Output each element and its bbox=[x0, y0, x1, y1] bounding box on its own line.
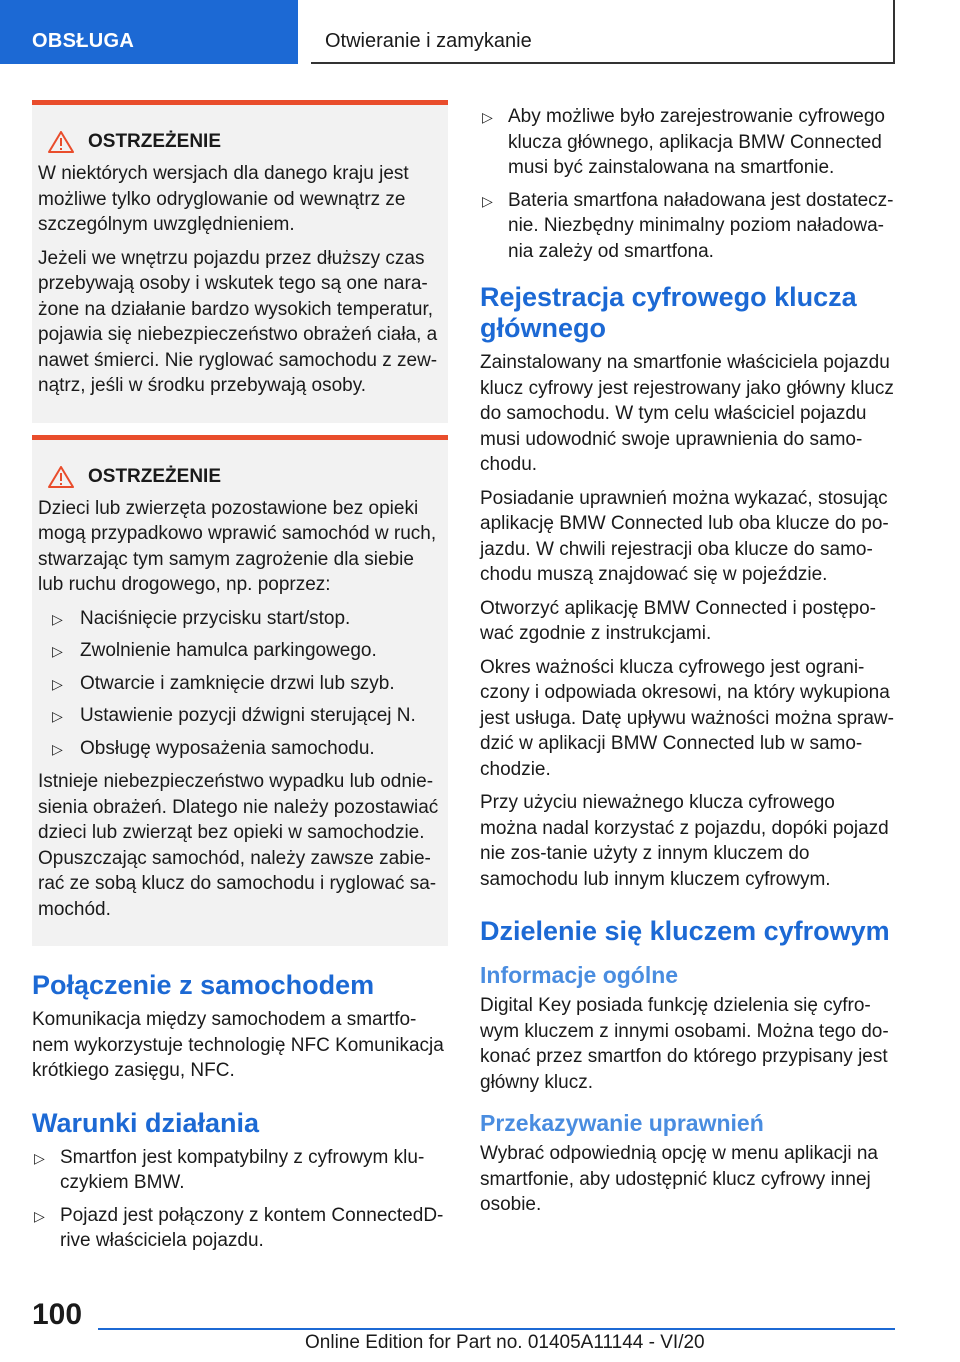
list-item: ▷ Pojazd jest połączony z kontem ConnectedD-rive właściciela pojazdu. bbox=[34, 1204, 444, 1251]
left-column bbox=[32, 100, 448, 1262]
warning-title: OSTRZEŻENIE bbox=[88, 465, 222, 487]
warning-title: OSTRZEŻENIE bbox=[88, 131, 222, 152]
list-item: ▷ Smartfon jest kompatybilny z cyfrowym klu-czykiem BMW. bbox=[34, 1146, 425, 1193]
registration-paragraph: Przy użyciu nieważnego klucza cyfrowego można nadal korzystać z pojazdu, dopóki pojazd nie zos-tanie użyty z innym kluczem do samochodu lub innym kluczem cyfrowym. bbox=[480, 792, 889, 890]
bullet-triangle-icon: ▷ bbox=[52, 740, 63, 757]
footer-divider bbox=[98, 1328, 895, 1330]
transfer-text: Wybrać odpowiednią opcję w menu aplikacji na smartfonie, aby udostępnić klucz cyfrowy innej osobie. bbox=[480, 1143, 878, 1215]
warning-box-1 bbox=[32, 100, 448, 423]
warning-triangle-icon bbox=[48, 131, 74, 153]
conditions-list-continued bbox=[480, 104, 894, 264]
heading-sharing: Dzielenie się kluczem cyfrowym bbox=[480, 916, 890, 946]
header-topic: Otwieranie i zamykanie bbox=[311, 0, 895, 64]
bullet-triangle-icon: ▷ bbox=[52, 610, 63, 627]
bullet-triangle-icon: ▷ bbox=[52, 708, 63, 724]
bullet-triangle-icon: ▷ bbox=[52, 675, 63, 692]
bullet-triangle-icon: ▷ bbox=[34, 1207, 45, 1224]
heading-connection: Połączenie z samochodem bbox=[32, 970, 375, 1000]
warning-triangle-icon bbox=[48, 466, 74, 488]
warning-list bbox=[38, 606, 440, 762]
list-item: ▷ Zwolnienie hamulca parkingowego. bbox=[38, 638, 440, 664]
list-item: ▷ Bateria smartfona naładowana jest dostatecz-nie. Niezbędny minimalny poziom naładowa-nia zależy od smartfona. bbox=[482, 189, 894, 262]
subheading-transfer: Przekazywanie uprawnień bbox=[480, 1110, 764, 1136]
connection-text: Komunikacja między samochodem a smartfo-nem wykorzystuje technologię NFC Komunikacja krótkiego zasięgu, NFC. bbox=[32, 1009, 444, 1081]
footer-edition: Online Edition for Part no. 01405A11144 - VI/20 bbox=[305, 1332, 705, 1353]
header-section-tab: OBSŁUGA bbox=[0, 0, 298, 64]
bullet-triangle-icon: ▷ bbox=[482, 109, 493, 125]
warning-intro: Dzieci lub zwierzęta pozostawione bez opieki mogą przypadkowo wprawić samochód w ruch, stwarzając tym samym zagrożenie dla siebie lub ruchu drogowego, np. poprzez: bbox=[38, 497, 437, 595]
general-text: Digital Key posiada funkcję dzielenia się cyfro-wym kluczem z innymi osobami. Można tego do-konać przez smartfon do którego przypisany jest główny klucz. bbox=[480, 995, 889, 1093]
right-column bbox=[480, 100, 894, 1226]
registration-paragraph: Okres ważności klucza cyfrowego jest ograni-czony i odpowiada okresowi, na który wykupiona jest usługa. Datę upływu ważności można spraw-dzić w aplikacji BMW Connected lub w samo-chodzie. bbox=[480, 656, 894, 780]
conditions-list bbox=[32, 1145, 448, 1254]
bullet-triangle-icon: ▷ bbox=[52, 643, 63, 659]
warning-outro: Istnieje niebezpieczeństwo wypadku lub odnie-sienia obrażeń. Dlatego nie należy pozostawiać dzieci lub zwierząt bez opieki w samochodzie. Opuszczając samochód, należy zawsze zabie-rać ze sobą klucz do samochodu i ryglować sa-mochód. bbox=[38, 771, 439, 920]
list-item: ▷ Aby możliwe było zarejestrowanie cyfrowego klucza głównego, aplikacja BMW Connected musi być zainstalowana na smartfonie. bbox=[482, 106, 885, 178]
list-item: ▷ Otwarcie i zamknięcie drzwi lub szyb. bbox=[38, 671, 440, 697]
heading-registration: Rejestracja cyfrowego klucza głównego bbox=[480, 282, 857, 343]
registration-paragraph: Zainstalowany na smartfonie właściciela pojazdu klucz cyfrowy jest rejestrowany jako główny klucz do samochodu. W tym celu właściciel pojazdu musi udowodnić swoje uprawnienia do samo-chodu. bbox=[480, 352, 894, 475]
list-item: ▷ Obsługę wyposażenia samochodu. bbox=[38, 736, 440, 762]
warning-paragraph: Jeżeli we wnętrzu pojazdu przez dłuższy czas przebywają osoby i wskutek tego są one nara-żone na działanie bardzo wysokich temperatur, pojawia się niebezpieczeństwo obrażeń ciała, a nawet śmierci. Nie ryglować samochodu z zew-nątrz, jeśli w środku przebywają osoby. bbox=[38, 247, 438, 396]
heading-conditions: Warunki działania bbox=[32, 1107, 260, 1138]
list-item: ▷ Ustawienie pozycji dźwigni sterującej N. bbox=[38, 703, 440, 729]
bullet-triangle-icon: ▷ bbox=[34, 1149, 45, 1166]
registration-paragraph: Posiadanie uprawnień można wykazać, stosując aplikację BMW Connected lub oba klucze do po-jazdu. W chwili rejestracji oba klucze do samo-chodu muszą znajdować się w pojeździe. bbox=[480, 487, 889, 585]
list-item: ▷ Naciśnięcie przycisku start/stop. bbox=[38, 606, 440, 632]
subheading-general: Informacje ogólne bbox=[480, 962, 679, 988]
warning-paragraph: W niektórych wersjach dla danego kraju jest możliwe tylko odryglowanie od wewnątrz ze szczególnym uwzględnieniem. bbox=[38, 163, 409, 235]
registration-paragraph: Otworzyć aplikację BMW Connected i postępo-wać zgodnie z instrukcjami. bbox=[480, 597, 876, 644]
bullet-triangle-icon: ▷ bbox=[482, 192, 493, 209]
warning-box-2 bbox=[32, 435, 448, 947]
page-number: 100 bbox=[32, 1298, 83, 1331]
